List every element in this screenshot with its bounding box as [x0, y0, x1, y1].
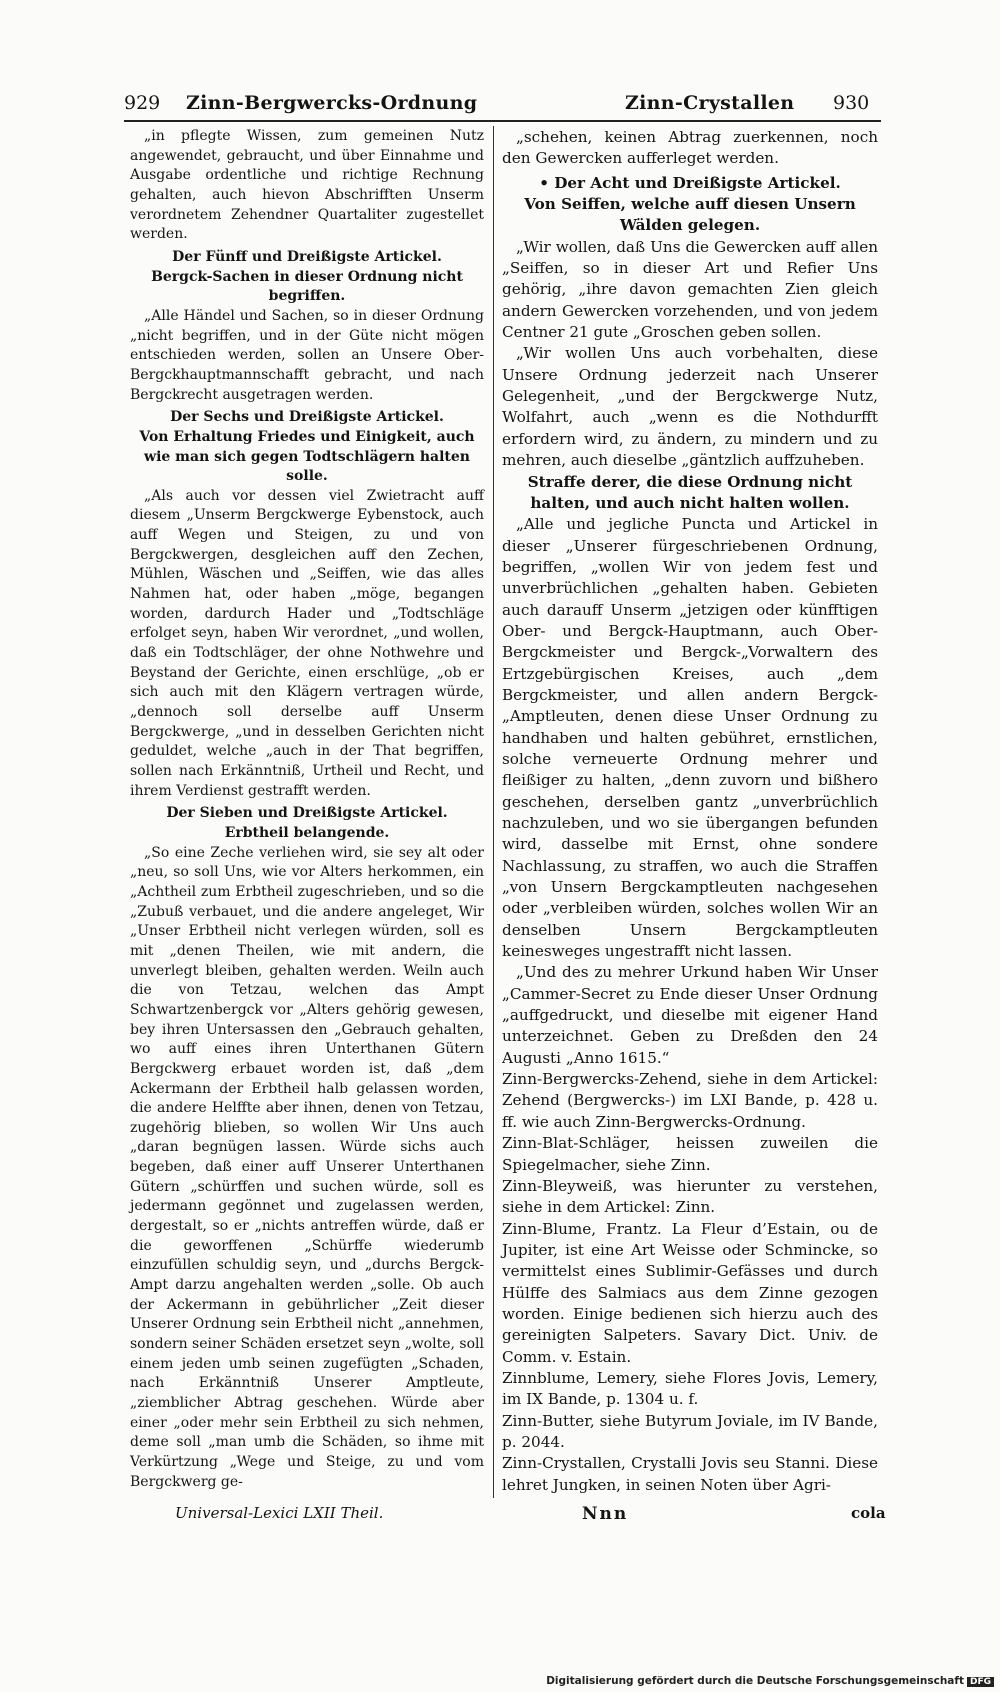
left-paragraph: „in pflegte Wissen, zum gemeinen Nutz angewendet, gebraucht, und über Einnahme und Ausgabe ordentliche und richtige Rechnung gehalten, auch hievon Abschrifften Unserm verordnetem Zehendner Quartaliter zugestellet werden. — [130, 128, 484, 243]
left-heading: Der Sieben und Dreißigste Artickel. — [166, 805, 448, 822]
right-page-number: 930 — [833, 92, 870, 114]
right-paragraph: „Und des zu mehrer Urkund haben Wir Unser „Cammer-Secret zu Ende dieser Unser Ordnung „auffgedruckt, und dieselbe mit eigener Hand unterzeichnet. Geben zu Dreßden den 24 Augusti „Anno 1615.“ — [502, 963, 878, 1067]
right-paragraph: Zinnblume, Lemery, siehe Flores Jovis, Lemery, im IX Bande, p. 1304 u. f. — [502, 1368, 878, 1409]
left-heading: Der Sechs und Dreißigste Artickel. — [170, 409, 444, 426]
right-paragraph: Zinn-Butter, siehe Butyrum Joviale, im IV Bande, p. 2044. — [502, 1411, 878, 1451]
right-paragraph: Zinn-Blat-Schläger, heissen zuweilen die Spiegelmacher, siehe Zinn. — [502, 1134, 878, 1174]
right-running-title: Zinn-Crystallen — [625, 92, 795, 114]
right-heading: Straffe derer, die diese Ordnung nicht halten, und auch nicht halten wollen. — [527, 472, 853, 512]
left-paragraph: „So eine Zeche verliehen wird, sie sey alt oder „neu, so soll Uns, wie vor Alters herkommen, ein „Achtheil zum Erbtheil zugeschrieben, und so die „Zubuß verbauet, und die andere angeleget, Wir „Unser Erbtheil nicht verlegen würden, soll es mit „denen Theilen, wie mit andern, die unverlegt bleiben, gehalten werden. Weiln auch die von Tetzau, welchen das Ampt Schwartzenbergck vor „Alters gehörig gewesen, bey ihren Untersassen den „Gebrauch gehalten, wo auff eines ihren Unterthanen Gütern Bergckwerg erbauet worden ist, daß „dem Ackermann der Erbtheil halb gelassen worden, die andere Helffte aber ihnen, denen von Tetzau, zugehörig blieben, so wollen Wir Uns auch „daran begnügen lassen. Würde sichs auch begeben, daß einer auff Unserer Unterthanen Gütern „schürffen und suchen würde, soll es jedermann gegönnet und zugelassen werden, dergestalt, so er „nichts antreffen würde, daß er die geworffenen „Schürffe wiederumb einzufüllen schuldig seyn, und „durchs Bergck-Ampt darzu angehalten werden „solle. Ob auch der Ackermann in gebührlicher „Zeit dieser Unserer Ordnung sein Erbtheil nicht „annehmen, sondern seiner Schäden ersetzet seyn „wolte, soll einem jeden umb seinen zugefügten „Schaden, nach Erkänntniß Unserer Amptleute, „ziemblicher Abtrag geschehen. Würde aber einer „oder mehr sein Erbtheil zu sich nehmen, deme soll „man umb die Schäden, so ihme mit Verkürtzung „Wege und Steige, zu und vom Bergckwerg ge- — [130, 844, 484, 1490]
left-heading: Erbtheil belangende. — [224, 824, 390, 841]
left-heading: Bergck-Sachen in dieser Ordnung nicht begriffen. — [151, 268, 463, 305]
left-text-column — [130, 127, 484, 1492]
right-paragraph: „Alle und jegliche Puncta und Artickel in dieser „Unserer fürgeschriebenen Ordnung, begriffen, „wollen Wir von jedem fest und unverbrüchlichen „gehalten haben. Gebieten auch darauff Unserm „jetzigen oder künfftigen Ober- und Bergck-Hauptmann, auch Ober-Bergckmeister und Bergck-„Vorwaltern des Ertzgebürgischen Kreises, auch „dem Bergckmeister, und allen andern Bergck-„Amptleuten, denen diese Unser Ordnung zu handhaben und halten gebühret, ernstlichen, solche verneuerte Ordnung mehrer und fleißiger zu halten, „denn zuvorn und bißhero geschehen, derselben gantz „unverbrüchlich nachzuleben, und wo sie übergangen befunden wird, dasselbe mit Ernst, ohne sondere Nachlassung, zu straffen, wo auch die Straffen „von Unsern Bergckamptleuten nachgesehen oder „verbleiben würden, solches wollen Wir an denselben Unsern Bergckamptleuten keinesweges ungestrafft nicht lassen. — [502, 515, 878, 961]
left-heading: Von Erhaltung Friedes und Einigkeit, auch wie man sich gegen Todtschlägern halten solle. — [139, 428, 475, 485]
right-text-column — [502, 127, 878, 1496]
right-heading: Von Seiffen, welche auff diesen Unsern Wälden gelegen. — [524, 195, 856, 235]
right-paragraph: „Wir wollen Uns auch vorbehalten, diese Unsere Ordnung jederzeit nach Unserer Gelegenheit, „und der Bergckwerge Nutz, Wolfahrt, auch „wenn es die Nothdurfft erfordern wird, zu ändern, zu mindern und zu mehren, auch dieselbe „gäntzlich auffzuheben. — [502, 344, 878, 470]
column-divider — [493, 126, 494, 1498]
right-heading: • Der Acht und Dreißigste Artickel. — [539, 173, 841, 192]
right-paragraph: Zinn-Bergwercks-Zehend, siehe in dem Artickel: Zehend (Bergwercks-) im LXI Bande, p. 428 u. ff. wie auch Zinn-Bergwercks-Ordnung. — [502, 1070, 878, 1131]
left-running-title: Zinn-Bergwercks-Ordnung — [186, 92, 478, 114]
left-paragraph: „Als auch vor dessen viel Zwietracht auff diesem „Unserm Bergckwerge Eybenstock, auch auff Wegen und Steigen, zu und von Bergckwergen, desgleichen auff den Zechen, Mühlen, Wäschen und „Seiffen, wie das alles Nahmen hat, oder haben „möge, begangen worden, dardurch Hader und „Todtschläge erfolget seyn, haben Wir verordnet, „und wollen, daß ein Todtschläger, der ohne Nothwehre und Beystand der Gerichte, einen erschlüge, „ob er sich auch mit den Klägern vertragen würde, „dennoch soll derselbe auff Unserm Bergckwerge, „und in desselben Gerichten nicht geduldet, welche „auch in der That begriffen, sollen nach Erkänntniß, Urtheil und Recht, und ihrem Verdienst gestrafft werden. — [130, 487, 484, 799]
left-page-number: 929 — [124, 92, 161, 114]
catchword: cola — [851, 1504, 886, 1522]
right-paragraph: „Wir wollen, daß Uns die Gewercken auff allen „Seiffen, so in dieser Art und Refier Uns gehörig, „ihre davon gemachten Zien gleich andern Gewercken vorzehenden, und von jedem Centner 21 gute „Groschen geben sollen. — [502, 237, 878, 342]
volume-signature: Universal-Lexici LXII Theil. — [175, 1504, 384, 1522]
right-paragraph: „schehen, keinen Abtrag zuerkennen, noch den Gewercken aufferleget werden. — [502, 128, 878, 168]
header-rule — [124, 120, 881, 122]
digitization-banner — [546, 1675, 994, 1687]
right-paragraph: Zinn-Crystallen, Crystalli Jovis seu Stanni. Diese lehret Jungken, in seinen Noten über Agri- — [502, 1454, 878, 1494]
dfg-logo-icon: DFG — [967, 1677, 994, 1687]
right-paragraph: Zinn-Bleyweiß, was hierunter zu verstehen, siehe in dem Artickel: Zinn. — [502, 1176, 878, 1217]
left-paragraph: „Alle Händel und Sachen, so in dieser Ordnung „nicht begriffen, und in der Güte nicht mögen entschieden werden, sollen an Unsere Ober-Bergckhauptmannschafft gebracht, und nach Bergckrecht ausgetragen werden. — [130, 307, 484, 403]
left-heading: Der Fünff und Dreißigste Artickel. — [172, 248, 442, 265]
sheet-mark: Nnn — [582, 1504, 629, 1524]
right-paragraph: Zinn-Blume, Frantz. La Fleur d’Estain, ou de Jupiter, ist eine Art Weisse oder Schmincke, so vermittelst eines Sublimir-Gefässes und durch Hülffe des Salmiacs aus dem Zinne gezogen worden. Einige bedienen sich hierzu auch des gereinigten Salpeters. Savary Dict. Univ. de Comm. v. Estain. — [502, 1219, 878, 1366]
digitization-note: Digitalisierung gefördert durch die Deutsche Forschungsgemeinschaft — [546, 1675, 964, 1687]
